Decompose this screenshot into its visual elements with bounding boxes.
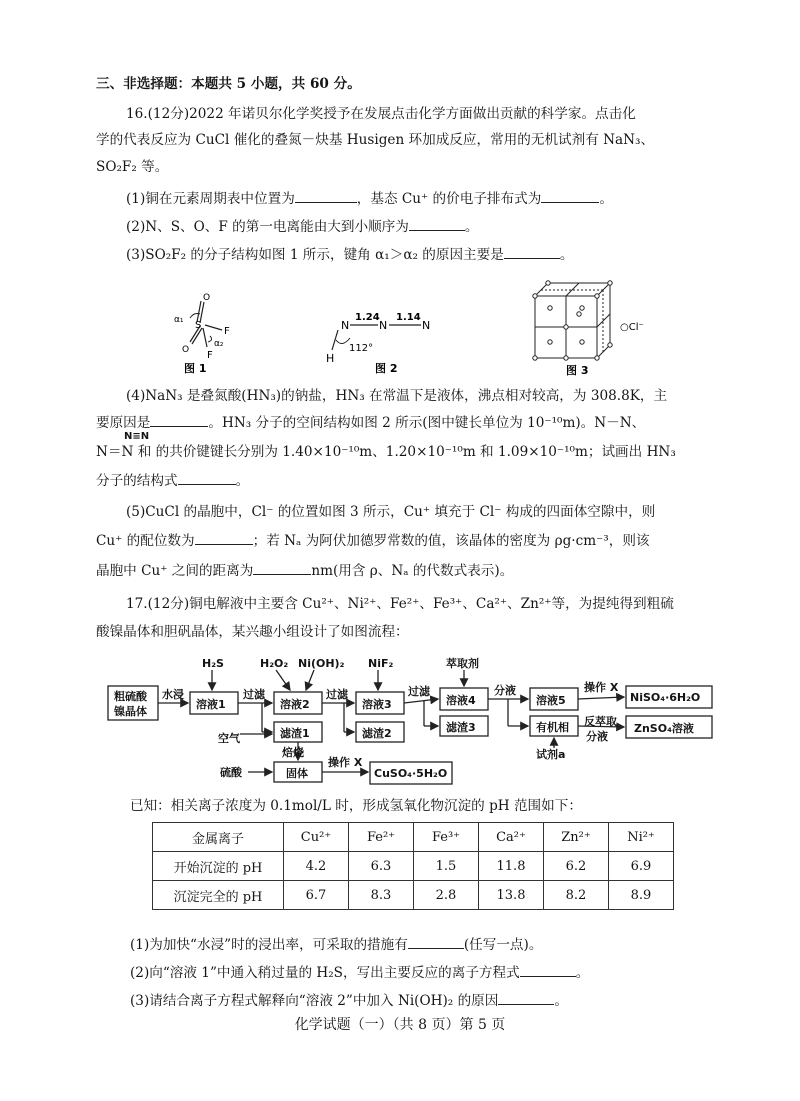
flow-product1: NiSO₄·6H₂O bbox=[630, 691, 701, 704]
page-footer: 化学试题（一）（共 8 页）第 5 页 bbox=[294, 1017, 506, 1033]
q16-part5-text-b: ；若 Nₐ 为阿伏加德罗常数的值，该晶体的密度为 ρg·cm⁻³，则该 bbox=[252, 533, 650, 549]
table-cell: 开始沉淀的 pH bbox=[153, 852, 284, 881]
q16-intro-line1: 16.(12分)2022 年诺贝尔化学奖授予在发展点击化学方面做出贡献的科学家。点击化 bbox=[126, 106, 636, 122]
table-cell: 6.2 bbox=[544, 852, 609, 881]
q16-part5-line1: (5)CuCl 的晶胞中，Cl⁻ 的位置如图 3 所示，Cu⁺ 填充于 Cl⁻ 构成的四面体空隙中，则 bbox=[126, 504, 656, 520]
q16-part1 bbox=[126, 188, 766, 209]
fig2-n3: N bbox=[422, 319, 431, 332]
q16-part4-line1: (4)NaN₃ 是叠氮酸(HN₃)的钠盐，HN₃ 在常温下是液体，沸点相对较高，为 308.8K，主 bbox=[126, 388, 668, 404]
triple-bond-note: N≡N bbox=[124, 431, 150, 442]
fig2-n2: N bbox=[379, 319, 388, 332]
table-cell: 1.5 bbox=[414, 852, 479, 881]
fig2-length1: 1.24 bbox=[355, 312, 380, 323]
q16-part3-text-a: (3)SO₂F₂ 的分子结构如图 1 所示，键角 α₁＞α₂ 的原因主要是 bbox=[126, 247, 504, 263]
flow-start-line1: 粗硫酸 bbox=[114, 690, 147, 703]
q16-part3-text-b: 。 bbox=[559, 247, 574, 263]
table-cell: 8.3 bbox=[349, 881, 414, 910]
q17-part1 bbox=[130, 934, 770, 955]
flow-operation-x2: 操作 X bbox=[328, 756, 363, 769]
q17-part3 bbox=[130, 990, 770, 1011]
flow-residue1: 滤渣1 bbox=[280, 727, 310, 740]
q17-known: 已知：相关离子浓度为 0.1mol/L 时，形成氢氧化物沉淀的 pH 范围如下： bbox=[130, 798, 582, 814]
q17-intro-line2: 酸镍晶体和胆矾晶体，某兴趣小组设计了如图流程： bbox=[96, 624, 409, 640]
answer-blank[interactable] bbox=[195, 530, 253, 545]
flow-solid: 固体 bbox=[286, 767, 308, 780]
q16-part5-line2 bbox=[96, 530, 736, 551]
table-cell: 6.7 bbox=[284, 881, 349, 910]
flow-filter2: 过滤 bbox=[326, 688, 348, 701]
q16-part2 bbox=[126, 216, 766, 237]
flow-h2o2: H₂O₂ bbox=[260, 657, 289, 670]
fig2-h: H bbox=[326, 352, 335, 365]
table-cell: 6.3 bbox=[349, 852, 414, 881]
flow-h2s: H₂S bbox=[202, 657, 224, 670]
fig2-length2: 1.14 bbox=[396, 312, 421, 323]
flow-product2: CuSO₄·5H₂O bbox=[374, 767, 448, 780]
ph-table bbox=[152, 822, 674, 910]
q17-intro-line1: 17.(12分)铜电解液中主要含 Cu²⁺、Ni²⁺、Fe²⁺、Fe³⁺、Ca²⁺、Zn²⁺等，为提纯得到粗硫 bbox=[126, 596, 674, 612]
table-cell: 6.9 bbox=[609, 852, 674, 881]
q16-part4-text-c: 分子的结构式 bbox=[96, 473, 178, 489]
flow-nioh2: Ni(OH)₂ bbox=[298, 657, 345, 670]
fig2-n1: N bbox=[341, 319, 350, 332]
q16-part3 bbox=[126, 244, 766, 265]
table-row bbox=[153, 852, 674, 881]
flow-reagent-a: 试剂a bbox=[536, 748, 566, 761]
q16-part4-line3: N＝N 和 的共价键键长分别为 1.40×10⁻¹⁰m、1.20×10⁻¹⁰m 和 1.09×10⁻¹⁰m；试画出 HN₃ bbox=[96, 444, 676, 460]
table-header-cell: 金属离子 bbox=[153, 823, 284, 852]
flow-solution5: 溶液5 bbox=[536, 694, 566, 707]
q16-part4-text-b: 。HN₃ 分子的空间结构如图 2 所示(图中键长单位为 10⁻¹⁰m)。N－N、 bbox=[208, 415, 646, 431]
table-header-row bbox=[153, 823, 674, 852]
answer-blank[interactable] bbox=[541, 188, 599, 203]
fig1-caption: 图 1 bbox=[184, 362, 207, 375]
q16-part2-text-b: 。 bbox=[464, 219, 479, 235]
table-cell: 沉淀完全的 pH bbox=[153, 881, 284, 910]
q17-part1-text-a: (1)为加快“水浸”时的浸出率，可采取的措施有 bbox=[130, 937, 408, 953]
q16-part4-text-a: 要原因是 bbox=[96, 415, 151, 431]
table-cell: 4.2 bbox=[284, 852, 349, 881]
answer-blank[interactable] bbox=[253, 560, 311, 575]
fig2-angle: 112° bbox=[349, 343, 374, 354]
flow-separate: 分液 bbox=[494, 684, 516, 697]
answer-blank[interactable] bbox=[409, 216, 465, 231]
answer-blank[interactable] bbox=[408, 934, 464, 949]
flow-residue3: 滤渣3 bbox=[446, 721, 476, 734]
q16-part5-text-c: 晶胞中 Cu⁺ 之间的距离为 bbox=[96, 563, 254, 579]
q16-part4-line2 bbox=[96, 412, 736, 433]
q17-part3-text-a: (3)请结合离子方程式解释向“溶液 2”中加入 Ni(OH)₂ 的原因 bbox=[130, 993, 499, 1009]
q16-intro-line2: 学的代表反应为 CuCl 催化的叠氮－炔基 Husigen 环加成反应，常用的无机试剂有 NaN₃、 bbox=[96, 132, 655, 148]
q16-figures bbox=[150, 278, 650, 378]
fig1-o-left: O bbox=[182, 345, 190, 355]
table-cell: 13.8 bbox=[479, 881, 544, 910]
figure-1-so2f2 bbox=[174, 293, 230, 375]
q17-part2-text-b: 。 bbox=[575, 965, 590, 981]
figure-2-hn3 bbox=[326, 312, 430, 375]
q17-part2 bbox=[130, 962, 770, 983]
answer-blank[interactable] bbox=[520, 962, 576, 977]
flow-solution1: 溶液1 bbox=[196, 698, 226, 711]
table-cell: 2.8 bbox=[414, 881, 479, 910]
table-header-cell: Fe²⁺ bbox=[349, 823, 414, 852]
q17-flowchart bbox=[100, 652, 740, 786]
flow-air: 空气 bbox=[218, 732, 240, 745]
section-heading: 三、非选择题：本题共 5 小题，共 60 分。 bbox=[96, 76, 361, 92]
fig1-alpha2: α₂ bbox=[214, 339, 224, 349]
fig1-alpha1: α₁ bbox=[174, 315, 184, 325]
fig1-o-top: O bbox=[203, 293, 211, 303]
table-header-cell: Ca²⁺ bbox=[479, 823, 544, 852]
flow-solution4: 溶液4 bbox=[446, 694, 476, 707]
q16-part5-text-a: Cu⁺ 的配位数为 bbox=[96, 533, 195, 549]
flow-operation-x1: 操作 X bbox=[584, 681, 619, 694]
flow-sulfuric-acid: 硫酸 bbox=[220, 766, 242, 779]
flow-back-extract: 反萃取 bbox=[584, 715, 617, 728]
fig1-f2: F bbox=[207, 350, 213, 361]
flow-water-leach: 水浸 bbox=[162, 688, 184, 701]
flow-solution2: 溶液2 bbox=[280, 698, 310, 711]
flow-organic-phase: 有机相 bbox=[536, 721, 569, 734]
flow-residue2: 滤渣2 bbox=[362, 727, 392, 740]
fig2-caption: 图 2 bbox=[375, 362, 398, 375]
q17-part2-text-a: (2)向“溶液 1”中通入稍过量的 H₂S，写出主要反应的离子方程式 bbox=[130, 965, 520, 981]
answer-blank[interactable] bbox=[504, 244, 560, 259]
figure-3-cucl-cell bbox=[533, 281, 612, 360]
answer-blank[interactable] bbox=[150, 412, 208, 427]
q17-part1-text-b: (任写一点)。 bbox=[463, 937, 543, 953]
table-row bbox=[153, 881, 674, 910]
q16-part2-text-a: (2)N、S、O、F 的第一电离能由大到小顺序为 bbox=[126, 219, 409, 235]
flow-znso4: ZnSO₄溶液 bbox=[634, 722, 694, 735]
q16-part5-text-d: nm(用含 ρ、Nₐ 的代数式表示)。 bbox=[311, 563, 514, 579]
answer-blank[interactable] bbox=[498, 990, 554, 1005]
flow-back-separate: 分液 bbox=[586, 730, 608, 743]
table-cell: 8.9 bbox=[609, 881, 674, 910]
q17-part3-text-b: 。 bbox=[554, 993, 568, 1009]
q16-part4-line4 bbox=[96, 470, 736, 491]
table-cell: 11.8 bbox=[479, 852, 544, 881]
q16-part4-text-d: 。 bbox=[235, 473, 250, 489]
table-header-cell: Ni²⁺ bbox=[609, 823, 674, 852]
table-cell: 8.2 bbox=[544, 881, 609, 910]
fig3-legend: ○Cl⁻ bbox=[620, 322, 644, 333]
q16-part5-line3 bbox=[96, 560, 736, 581]
answer-blank[interactable] bbox=[178, 470, 236, 485]
q16-intro-line3: SO₂F₂ 等。 bbox=[96, 159, 169, 175]
fig1-f1: F bbox=[224, 326, 230, 337]
table-header-cell: Cu²⁺ bbox=[284, 823, 349, 852]
flow-roast: 焙烧 bbox=[282, 746, 304, 759]
flow-extractant: 萃取剂 bbox=[446, 657, 479, 670]
table-header-cell: Zn²⁺ bbox=[544, 823, 609, 852]
flow-nif2: NiF₂ bbox=[368, 657, 394, 670]
table-header-cell: Fe³⁺ bbox=[414, 823, 479, 852]
fig3-caption: 图 3 bbox=[566, 364, 589, 377]
flow-solution3: 溶液3 bbox=[362, 698, 392, 711]
q16-part1-text-a: (1)铜在元素周期表中位置为 bbox=[126, 191, 295, 207]
flow-filter3: 过滤 bbox=[408, 685, 430, 698]
flow-filter1: 过滤 bbox=[243, 688, 265, 701]
flow-start-line2: 镍晶体 bbox=[114, 705, 147, 718]
q16-part1-text-b: ，基态 Cu⁺ 的价电子排布式为 bbox=[356, 191, 542, 207]
q16-part1-text-c: 。 bbox=[599, 191, 613, 207]
fig1-s: S bbox=[195, 320, 202, 331]
answer-blank[interactable] bbox=[295, 188, 357, 203]
